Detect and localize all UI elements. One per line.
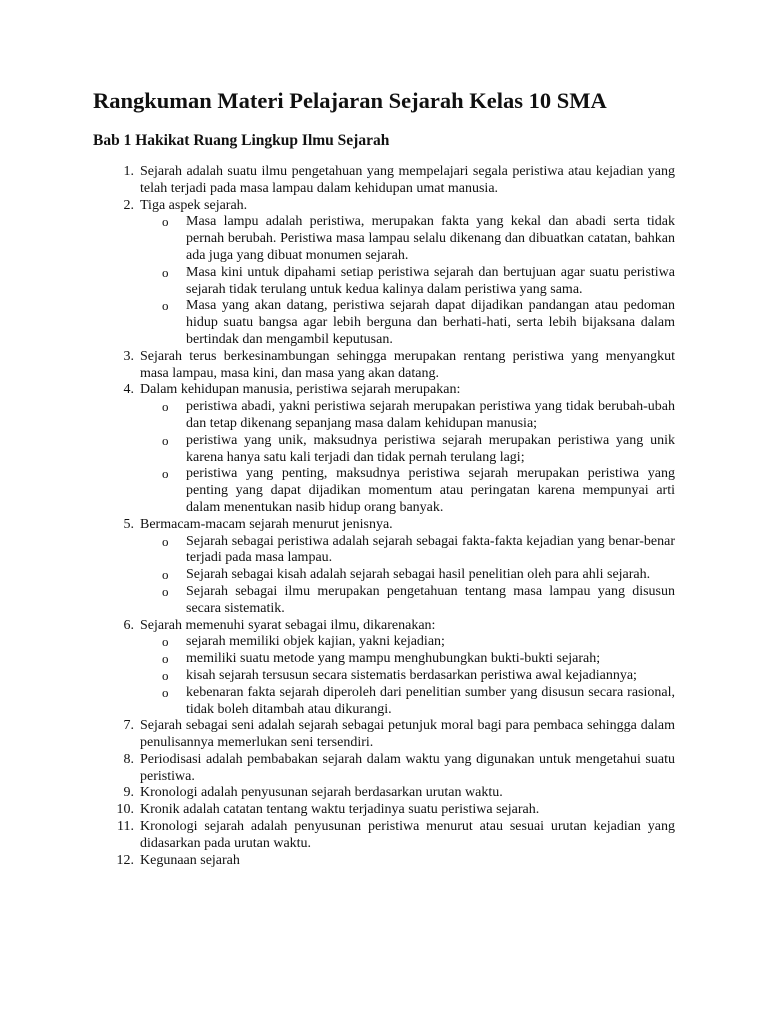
list-item-text: Kegunaan sejarah	[140, 852, 240, 868]
circle-bullet-icon: o	[162, 466, 169, 482]
sub-list-item	[162, 651, 675, 668]
sub-list-item	[162, 684, 675, 719]
sub-list-item	[162, 399, 675, 433]
circle-bullet-icon: o	[162, 634, 169, 650]
sub-list-item-text: kebenaran fakta sejarah diperoleh dari penelitian sumber yang disusun secara rasional, tidak boleh ditambah atau dikurangi.	[186, 684, 675, 717]
sub-list-item-text: kisah sejarah tersusun secara sistematis berdasarkan peristiwa awal kejadiannya;	[186, 667, 637, 683]
list-item	[117, 819, 675, 853]
list-item-number: 12.	[116, 852, 134, 868]
sub-list-item	[162, 583, 675, 618]
list-item-text: Sejarah terus berkesinambungan sehingga merupakan rentang peristiwa yang menyangkut masa lampau, masa kini, dan masa yang akan datang.	[140, 348, 675, 381]
sub-list-item	[162, 214, 675, 264]
circle-bullet-icon: o	[162, 684, 169, 700]
list-item-number: 1.	[123, 164, 134, 179]
document-body	[116, 164, 675, 869]
list-item	[123, 516, 675, 618]
circle-bullet-icon: o	[162, 651, 169, 667]
circle-bullet-icon: o	[162, 533, 169, 549]
list-item-text: Kronik adalah catatan tentang waktu terjadinya suatu peristiwa sejarah.	[140, 802, 540, 818]
list-item-number: 8.	[123, 751, 134, 767]
sub-list-item-text: peristiwa abadi, yakni peristiwa sejarah merupakan peristiwa yang tidak berubah-ubah dan tetap dikenang sepanjang masa dalam kehidupan manusia;	[186, 399, 675, 431]
list-item-number: 11.	[117, 819, 134, 835]
chapter-heading: Bab 1 Hakikat Ruang Lingkup Ilmu Sejarah	[93, 132, 390, 149]
sub-list-item-text: Sejarah sebagai kisah adalah sejarah sebagai hasil penelitian oleh para ahli sejarah.	[186, 567, 651, 583]
circle-bullet-icon: o	[162, 399, 169, 415]
sub-list-item	[162, 667, 675, 685]
sub-list-item	[162, 432, 675, 467]
list-item	[123, 785, 675, 802]
list-item-number: 10.	[116, 802, 134, 818]
list-item-text: Tiga aspek sejarah.	[140, 197, 248, 213]
list-item-text: Sejarah sebagai seni adalah sejarah sebagai petunjuk moral bagi para pembaca sehingga dalam penulisannya memerlukan seni tersendiri.	[140, 718, 675, 751]
sub-list-item	[162, 533, 675, 568]
sub-list-item-text: Sejarah sebagai peristiwa adalah sejarah sebagai fakta-fakta kejadian yang benar-benar terjadi pada masa lampau.	[186, 533, 675, 566]
list-item-number: 9.	[123, 785, 134, 801]
list-item	[123, 718, 675, 752]
list-item	[123, 382, 675, 516]
list-item-number: 4.	[123, 382, 134, 398]
circle-bullet-icon: o	[162, 298, 169, 314]
list-item-number: 2.	[123, 197, 134, 213]
list-item-text: Dalam kehidupan manusia, peristiwa sejarah merupakan:	[140, 382, 461, 398]
sub-list-item	[162, 634, 675, 651]
sub-list-item-text: sejarah memiliki objek kajian, yakni kejadian;	[186, 634, 445, 650]
list-item-number: 7.	[123, 718, 134, 734]
list-item-text: Bermacam-macam sejarah menurut jenisnya.	[140, 516, 393, 532]
sub-list-item-text: Masa kini untuk dipahami setiap peristiwa sejarah dan bertujuan agar suatu peristiwa sejarah tidak terulang untuk kedua kalinya dalam peristiwa yang sama.	[186, 264, 675, 297]
list-item	[123, 751, 675, 786]
circle-bullet-icon: o	[162, 667, 169, 683]
list-item-number: 6.	[123, 617, 134, 633]
circle-bullet-icon: o	[162, 264, 169, 280]
circle-bullet-icon: o	[162, 583, 169, 599]
list-item	[123, 197, 675, 349]
sub-list-item-text: Masa yang akan datang, peristiwa sejarah dapat dijadikan pandangan atau pedoman hidup suatu bangsa agar lebih berguna dan berhati-hati, serta lebih bijaksana dalam bertindak dan mengambil keputusan.	[186, 298, 675, 347]
sub-list-item-text: peristiwa yang unik, maksudnya peristiwa sejarah merupakan peristiwa yang unik karena hanya satu kali terjadi dan tidak pernah terulang lagi;	[186, 432, 675, 465]
sub-list-item-text: Masa lampu adalah peristiwa, merupakan fakta yang kekal dan abadi serta tidak pernah berubah. Peristiwa masa lampau selalu dikenang dan dibuatkan catatan, bahkan ada juga yang dibuat monumen sejarah.	[186, 214, 675, 263]
list-item-text: Periodisasi adalah pembabakan sejarah dalam waktu yang digunakan untuk mengetahui suatu peristiwa.	[140, 751, 675, 784]
list-item-text: Sejarah memenuhi syarat sebagai ilmu, dikarenakan:	[140, 617, 436, 633]
sub-list	[140, 214, 675, 348]
sub-list	[140, 399, 675, 517]
sub-list-item-text: memiliki suatu metode yang mampu menghubungkan bukti-bukti sejarah;	[186, 651, 601, 667]
sub-list-item	[162, 298, 675, 348]
list-item-text: Kronologi sejarah adalah penyusunan peristiwa menurut atau sesuai urutan kejadian yang didasarkan pada urutan waktu.	[140, 819, 675, 851]
circle-bullet-icon: o	[162, 432, 169, 448]
sub-list-item-text: peristiwa yang penting, maksudnya peristiwa sejarah merupakan peristiwa yang penting yang dapat dijadikan momentum atau peringatan karena mempunyai arti dalam menentukan nasib hidup orang banyak.	[186, 466, 675, 515]
sub-list	[140, 634, 675, 718]
list-item-text: Sejarah adalah suatu ilmu pengetahuan yang mempelajari segala peristiwa atau kejadian yang telah terjadi pada masa lampau dalam kehidupan umat manusia.	[140, 164, 675, 196]
sub-list-item	[162, 466, 675, 516]
document-title: Rangkuman Materi Pelajaran Sejarah Kelas 10 SMA	[93, 88, 607, 113]
sub-list	[140, 534, 675, 618]
numbered-list	[116, 164, 675, 869]
sub-list-item	[162, 264, 675, 299]
list-item	[116, 852, 675, 870]
list-item-number: 3.	[123, 348, 134, 364]
list-item	[123, 348, 675, 383]
list-item	[123, 617, 675, 719]
sub-list-item-text: Sejarah sebagai ilmu merupakan pengetahuan tentang masa lampau yang disusun secara sistematik.	[186, 583, 675, 616]
list-item-number: 5.	[123, 516, 134, 532]
list-item	[123, 164, 675, 198]
circle-bullet-icon: o	[162, 214, 169, 230]
sub-list-item	[162, 567, 675, 584]
list-item	[116, 802, 675, 819]
list-item-text: Kronologi adalah penyusunan sejarah berdasarkan urutan waktu.	[140, 785, 503, 801]
circle-bullet-icon: o	[162, 567, 169, 583]
